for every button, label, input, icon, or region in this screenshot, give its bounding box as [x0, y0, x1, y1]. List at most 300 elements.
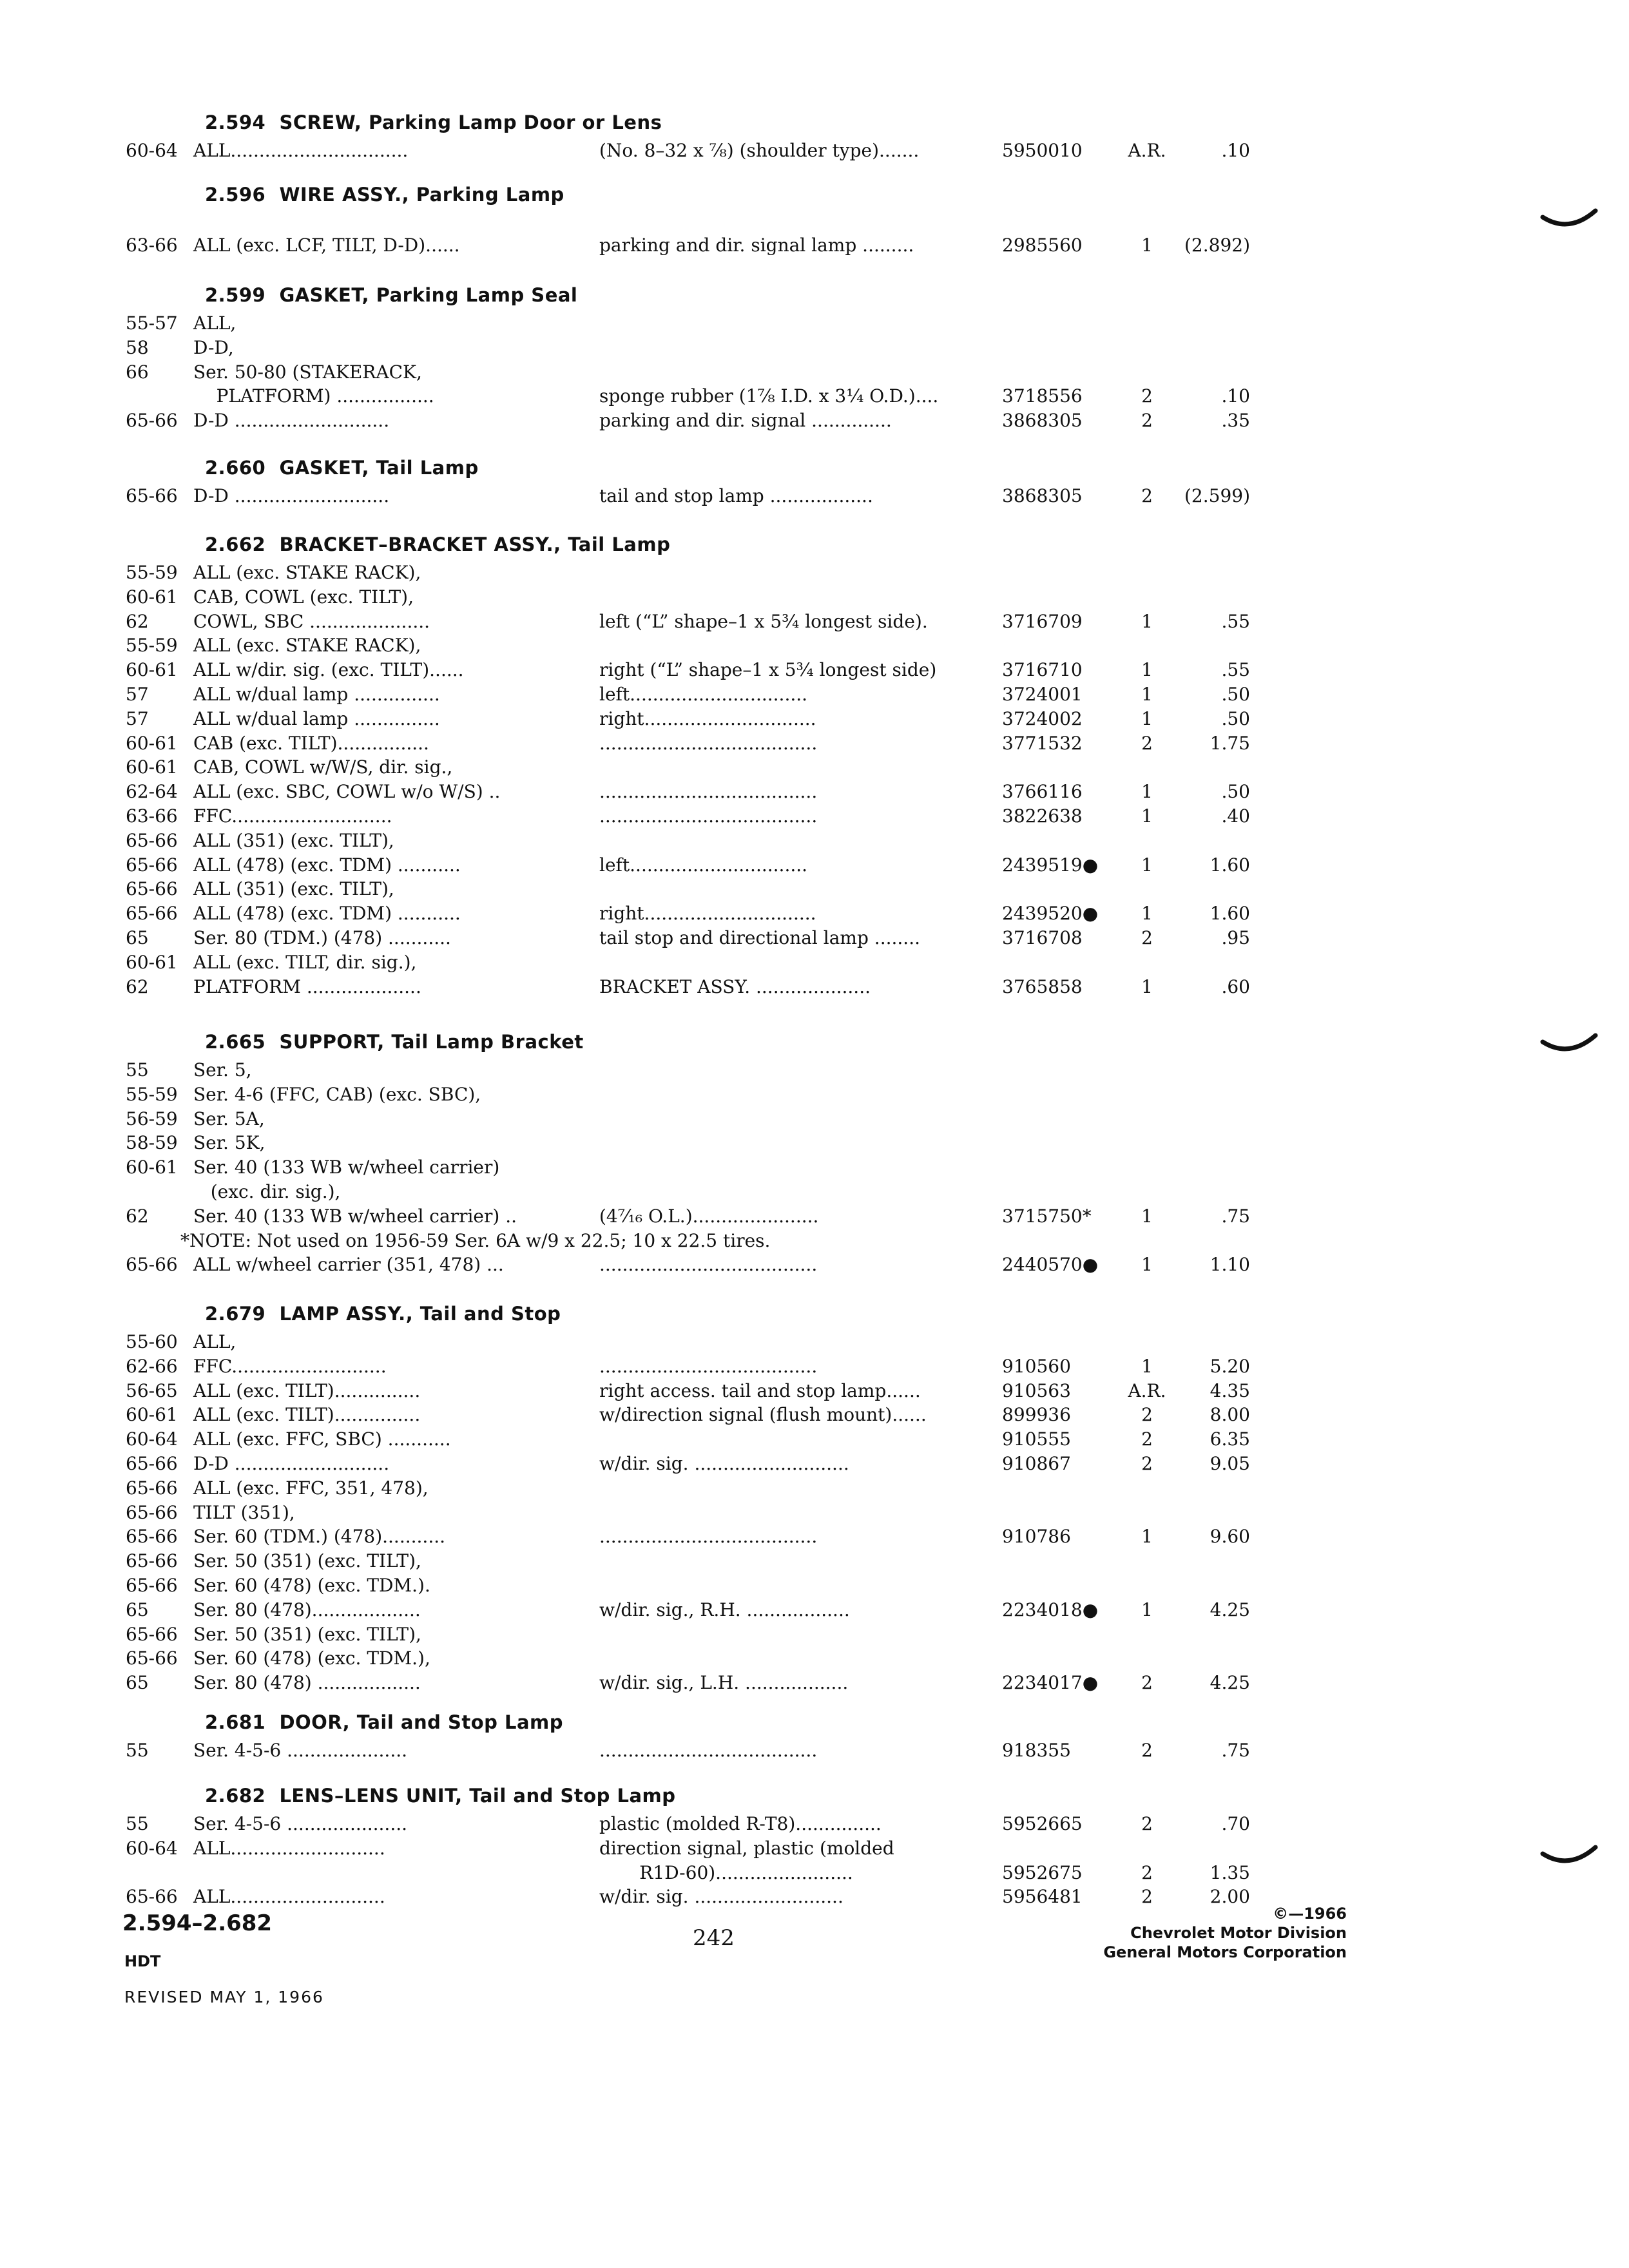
row-models: ALL...............................: [193, 140, 409, 161]
row-models: ALL (exc. STAKE RACK),: [193, 635, 421, 657]
row-price: 5.20: [1210, 1355, 1250, 1377]
row-part-number: 2234017●: [1002, 1672, 1099, 1694]
table-row: [0, 1058, 1629, 1082]
row-years: 55-60: [126, 1331, 178, 1352]
section-title: WIRE ASSY., Parking Lamp: [279, 184, 564, 206]
row-description: right..............................: [599, 707, 816, 729]
row-price: 1.60: [1210, 854, 1250, 876]
row-years: 65-66: [126, 485, 178, 506]
row-years: 55-59: [126, 635, 178, 657]
row-quantity: 2: [1141, 1740, 1153, 1761]
row-description: right (“L” shape–1 x 5¾ longest side): [599, 659, 937, 681]
row-part-number: 3822638: [1002, 805, 1083, 827]
row-quantity: 1: [1141, 1254, 1153, 1276]
row-description: R1D-60)........................: [599, 1861, 853, 1883]
row-part-number: 3771532: [1002, 732, 1083, 754]
row-models: ALL,: [193, 1331, 236, 1352]
table-row: [0, 755, 1629, 780]
row-years: 60-64: [126, 1428, 178, 1450]
row-years: 60-64: [126, 1837, 178, 1859]
table-row: [0, 877, 1629, 901]
row-part-number: 910786: [1002, 1526, 1071, 1548]
table-row: [0, 1885, 1629, 1909]
row-part-number: 5950010: [1002, 140, 1083, 161]
row-description: w/dir. sig. ..........................: [599, 1886, 843, 1908]
row-years: 65-66: [126, 1477, 178, 1499]
row-price: .10: [1221, 385, 1250, 407]
footer-copyright-block: [1070, 1904, 1347, 1962]
row-years: 63-66: [126, 805, 178, 827]
row-part-number: 3766116: [1002, 781, 1083, 803]
row-quantity: 1: [1141, 854, 1153, 876]
row-price: .70: [1221, 1813, 1250, 1834]
row-models: CAB, COWL w/W/S, dir. sig.,: [193, 756, 453, 778]
row-years: 62-64: [126, 781, 178, 803]
row-quantity: 1: [1141, 1205, 1153, 1227]
row-years: 60-61: [126, 732, 178, 754]
row-description: BRACKET ASSY. ....................: [599, 975, 871, 997]
table-row: [0, 484, 1629, 508]
row-description: ......................................: [599, 1740, 818, 1761]
row-part-number: 910867: [1002, 1453, 1071, 1474]
row-description: w/direction signal (flush mount)......: [599, 1404, 927, 1426]
section-title: DOOR, Tail and Stop Lamp: [279, 1711, 564, 1733]
row-part-number: 3716708: [1002, 927, 1083, 948]
row-part-number: 918355: [1002, 1740, 1071, 1761]
binder-mark-icon: [1540, 1028, 1598, 1060]
row-quantity: 1: [1141, 707, 1153, 729]
row-years: 60-61: [126, 586, 178, 608]
row-years: 65-66: [126, 1648, 178, 1669]
section-header: [205, 455, 479, 481]
row-quantity: 2: [1141, 485, 1153, 506]
table-row: [0, 1861, 1629, 1885]
row-price: .75: [1221, 1740, 1250, 1761]
table-row: [0, 1204, 1629, 1229]
table-row: [0, 1131, 1629, 1155]
table-row: [0, 1229, 1629, 1253]
row-models: D-D ...........................: [193, 1453, 390, 1474]
section-number: 2.596: [205, 184, 266, 206]
row-years: 65-66: [126, 1501, 178, 1523]
table-row: [0, 1452, 1629, 1476]
row-quantity: 2: [1141, 1886, 1153, 1908]
row-years: 60-61: [126, 1157, 178, 1178]
row-description: plastic (molded R-T8)...............: [599, 1813, 882, 1834]
row-models: Ser. 80 (478) ..................: [193, 1672, 421, 1694]
row-years: 57: [126, 707, 149, 729]
row-years: 65-66: [126, 410, 178, 432]
row-part-number: 3765858: [1002, 975, 1083, 997]
row-years: 55: [126, 1813, 149, 1834]
row-models: ALL w/dual lamp ...............: [193, 707, 440, 729]
row-price: .95: [1221, 927, 1250, 948]
row-models: ALL (exc. TILT, dir. sig.),: [193, 951, 417, 973]
row-models: FFC...........................: [193, 1355, 387, 1377]
footer-section-range: 2.594–2.682: [122, 1910, 273, 1936]
table-row: [0, 1253, 1629, 1277]
row-description: w/dir. sig., R.H. ..................: [599, 1599, 850, 1620]
table-row: [0, 561, 1629, 585]
row-description: ......................................: [599, 805, 818, 827]
table-row: [0, 707, 1629, 731]
row-part-number: 2440570●: [1002, 1254, 1099, 1276]
section-title: BRACKET–BRACKET ASSY., Tail Lamp: [279, 533, 671, 555]
row-price: .60: [1221, 975, 1250, 997]
row-years: 65-66: [126, 1575, 178, 1596]
footer-revised-date: REVISED MAY 1, 1966: [124, 1988, 324, 2006]
row-price: 4.25: [1210, 1672, 1250, 1694]
row-price: 4.25: [1210, 1599, 1250, 1620]
row-models: ALL w/dual lamp ...............: [193, 684, 440, 705]
table-row: [0, 311, 1629, 336]
table-row: [0, 1671, 1629, 1695]
row-years: 65: [126, 927, 149, 948]
row-part-number: 5952675: [1002, 1861, 1083, 1883]
row-years: 66: [126, 361, 149, 383]
row-part-number: 3724001: [1002, 684, 1083, 705]
row-description: direction signal, plastic (molded: [599, 1837, 894, 1859]
table-row: [0, 829, 1629, 853]
row-quantity: A.R.: [1128, 1379, 1166, 1401]
row-price: 9.60: [1210, 1526, 1250, 1548]
row-years: 55-59: [126, 562, 178, 583]
table-row: [0, 1549, 1629, 1573]
table-row: [0, 1155, 1629, 1180]
row-models: Ser. 60 (478) (exc. TDM.),: [193, 1648, 430, 1669]
row-description: w/dir. sig. ...........................: [599, 1453, 849, 1474]
table-row: [0, 853, 1629, 878]
row-part-number: 3718556: [1002, 385, 1083, 407]
row-years: 65-66: [126, 1254, 178, 1276]
row-description: ......................................: [599, 781, 818, 803]
row-models: ALL w/dir. sig. (exc. TILT)......: [193, 659, 464, 681]
section-number: 2.662: [205, 533, 266, 555]
row-years: 65-66: [126, 878, 178, 900]
table-row: [0, 139, 1629, 163]
row-price: 8.00: [1210, 1404, 1250, 1426]
row-models: D-D ...........................: [193, 485, 390, 506]
footer-copyright: ©—1966: [1273, 1905, 1347, 1923]
row-years: 56-59: [126, 1108, 178, 1129]
row-part-number: 3716710: [1002, 659, 1083, 681]
row-years: 60-61: [126, 659, 178, 681]
row-models: ALL (351) (exc. TILT),: [193, 829, 394, 851]
row-price: 1.10: [1210, 1254, 1250, 1276]
row-models: TILT (351),: [193, 1501, 295, 1523]
row-description: tail stop and directional lamp ........: [599, 927, 920, 948]
row-models: ALL (exc. FFC, 351, 478),: [193, 1477, 429, 1499]
row-price: .40: [1221, 805, 1250, 827]
row-part-number: 2439520●: [1002, 903, 1099, 925]
section-number: 2.594: [205, 111, 266, 133]
row-description: w/dir. sig., L.H. ..................: [599, 1672, 849, 1694]
row-description: ......................................: [599, 732, 818, 754]
row-description: ......................................: [599, 1254, 818, 1276]
row-years: 58-59: [126, 1132, 178, 1154]
section-header: [205, 532, 670, 557]
table-row: [0, 610, 1629, 634]
table-row: [0, 1354, 1629, 1379]
row-years: 60-61: [126, 756, 178, 778]
row-part-number: 2439519●: [1002, 854, 1099, 876]
row-price: 1.75: [1210, 732, 1250, 754]
row-part-number: 3716709: [1002, 610, 1083, 632]
row-price: 4.35: [1210, 1379, 1250, 1401]
row-years: 65: [126, 1599, 149, 1620]
row-models: ALL (exc. TILT)...............: [193, 1379, 421, 1401]
row-quantity: 1: [1141, 1526, 1153, 1548]
row-models: PLATFORM ....................: [193, 975, 421, 997]
row-note: *NOTE: Not used on 1956-59 Ser. 6A w/9 x 22.5; 10 x 22.5 tires.: [180, 1229, 771, 1251]
row-models: ALL (351) (exc. TILT),: [193, 878, 394, 900]
table-row: [0, 901, 1629, 926]
table-row: [0, 1403, 1629, 1427]
table-row: [0, 780, 1629, 804]
row-models: Ser. 80 (478)...................: [193, 1599, 421, 1620]
table-row: [0, 1646, 1629, 1671]
row-years: 62: [126, 975, 149, 997]
row-models: Ser. 50 (351) (exc. TILT),: [193, 1623, 421, 1645]
row-quantity: 1: [1141, 903, 1153, 925]
row-part-number: 899936: [1002, 1404, 1071, 1426]
footer-division: Chevrolet Motor Division: [1130, 1924, 1347, 1942]
row-part-number: 910563: [1002, 1379, 1071, 1401]
table-row: [0, 233, 1629, 258]
row-years: 62: [126, 1205, 149, 1227]
row-models: Ser. 80 (TDM.) (478) ...........: [193, 927, 451, 948]
row-part-number: 3868305: [1002, 485, 1083, 506]
row-models: ALL (exc. LCF, TILT, D-D)......: [193, 235, 460, 256]
row-part-number: 910555: [1002, 1428, 1071, 1450]
row-years: 65-66: [126, 854, 178, 876]
table-row: [0, 408, 1629, 433]
row-quantity: 1: [1141, 1599, 1153, 1620]
row-models: Ser. 60 (TDM.) (478)...........: [193, 1526, 446, 1548]
row-models: Ser. 4-5-6 .....................: [193, 1813, 408, 1834]
row-years: 57: [126, 684, 149, 705]
row-price: .50: [1221, 707, 1250, 729]
row-models: Ser. 40 (133 WB w/wheel carrier): [193, 1157, 500, 1178]
row-models: PLATFORM) .................: [193, 385, 434, 407]
table-row: [0, 804, 1629, 829]
table-row: [0, 1180, 1629, 1204]
table-row: [0, 1622, 1629, 1647]
section-header: [205, 1029, 584, 1055]
row-price: (2.599): [1184, 485, 1250, 506]
row-part-number: 3724002: [1002, 707, 1083, 729]
row-years: 58: [126, 336, 149, 358]
row-description: tail and stop lamp ..................: [599, 485, 873, 506]
row-description: (No. 8–32 x ⅞) (shoulder type).......: [599, 140, 920, 161]
section-header: [205, 182, 564, 207]
row-years: 55-57: [126, 312, 178, 334]
row-years: 65: [126, 1672, 149, 1694]
row-models: Ser. 50 (351) (exc. TILT),: [193, 1550, 421, 1572]
row-models: ALL (exc. TILT)...............: [193, 1404, 421, 1426]
row-models: (exc. dir. sig.),: [193, 1181, 341, 1202]
row-years: 65-66: [126, 1526, 178, 1548]
table-row: [0, 633, 1629, 658]
row-models: Ser. 50-80 (STAKERACK,: [193, 361, 422, 383]
row-quantity: 2: [1141, 1453, 1153, 1474]
section-number: 2.679: [205, 1303, 266, 1325]
table-row: [0, 1573, 1629, 1598]
row-description: parking and dir. signal ..............: [599, 410, 892, 432]
row-description: parking and dir. signal lamp .........: [599, 235, 914, 256]
row-quantity: 2: [1141, 385, 1153, 407]
row-quantity: 2: [1141, 732, 1153, 754]
table-row: [0, 1107, 1629, 1131]
row-quantity: 1: [1141, 1355, 1153, 1377]
row-models: Ser. 5K,: [193, 1132, 265, 1154]
row-description: left...............................: [599, 684, 808, 705]
row-models: FFC............................: [193, 805, 392, 827]
row-models: Ser. 5,: [193, 1059, 252, 1081]
row-years: 55: [126, 1059, 149, 1081]
section-header: [205, 282, 577, 308]
row-models: Ser. 40 (133 WB w/wheel carrier) ..: [193, 1205, 517, 1227]
row-models: D-D,: [193, 336, 234, 358]
table-row: [0, 1836, 1629, 1861]
row-part-number: 5952665: [1002, 1813, 1083, 1834]
section-number: 2.660: [205, 457, 266, 479]
footer-hdt: HDT: [124, 1952, 161, 1970]
row-quantity: 2: [1141, 1404, 1153, 1426]
table-row: [0, 360, 1629, 385]
row-part-number: 3868305: [1002, 410, 1083, 432]
binder-mark-icon: [1540, 1840, 1598, 1872]
row-years: 55: [126, 1740, 149, 1761]
row-models: ALL (exc. FFC, SBC) ...........: [193, 1428, 451, 1450]
row-price: .55: [1221, 659, 1250, 681]
section-number: 2.681: [205, 1711, 266, 1733]
row-quantity: 1: [1141, 781, 1153, 803]
row-price: .35: [1221, 410, 1250, 432]
row-models: CAB, COWL (exc. TILT),: [193, 586, 414, 608]
row-years: 62-66: [126, 1355, 178, 1377]
table-row: [0, 1330, 1629, 1354]
row-quantity: 1: [1141, 684, 1153, 705]
row-years: 65-66: [126, 829, 178, 851]
page-number: 242: [693, 1925, 735, 1951]
row-years: 65-66: [126, 903, 178, 925]
table-row: [0, 384, 1629, 408]
row-models: D-D ...........................: [193, 410, 390, 432]
row-models: ALL...........................: [193, 1886, 385, 1908]
row-models: CAB (exc. TILT)................: [193, 732, 429, 754]
row-price: 1.60: [1210, 903, 1250, 925]
row-models: ALL...........................: [193, 1837, 385, 1859]
row-part-number: 2985560: [1002, 235, 1083, 256]
table-row: [0, 336, 1629, 360]
table-row: [0, 1476, 1629, 1501]
section-title: LENS–LENS UNIT, Tail and Stop Lamp: [279, 1785, 676, 1807]
row-price: .55: [1221, 610, 1250, 632]
row-quantity: 2: [1141, 1861, 1153, 1883]
row-quantity: 2: [1141, 1672, 1153, 1694]
table-row: [0, 1427, 1629, 1452]
row-models: Ser. 5A,: [193, 1108, 265, 1129]
table-row: [0, 975, 1629, 999]
row-price: 2.00: [1210, 1886, 1250, 1908]
table-row: [0, 1379, 1629, 1403]
row-price: (2.892): [1184, 235, 1250, 256]
row-years: 65-66: [126, 1623, 178, 1645]
section-title: GASKET, Tail Lamp: [279, 457, 479, 479]
row-models: ALL (478) (exc. TDM) ...........: [193, 903, 461, 925]
section-header: [205, 1301, 561, 1327]
table-row: [0, 1738, 1629, 1763]
row-years: 60-64: [126, 140, 178, 161]
section-number: 2.665: [205, 1031, 266, 1053]
row-description: right..............................: [599, 903, 816, 925]
row-description: left (“L” shape–1 x 5¾ longest side).: [599, 610, 928, 632]
row-quantity: 1: [1141, 659, 1153, 681]
row-price: 9.05: [1210, 1453, 1250, 1474]
row-quantity: A.R.: [1128, 140, 1166, 161]
row-quantity: 1: [1141, 235, 1153, 256]
row-models: ALL,: [193, 312, 236, 334]
row-models: ALL (exc. STAKE RACK),: [193, 562, 421, 583]
row-years: 55-59: [126, 1083, 178, 1105]
row-part-number: 910560: [1002, 1355, 1071, 1377]
row-part-number: 3715750*: [1002, 1205, 1092, 1227]
section-title: SCREW, Parking Lamp Door or Lens: [279, 111, 662, 133]
section-number: 2.599: [205, 284, 266, 306]
row-description: left...............................: [599, 854, 808, 876]
section-title: SUPPORT, Tail Lamp Bracket: [279, 1031, 584, 1053]
row-quantity: 1: [1141, 805, 1153, 827]
section-header: [205, 1783, 676, 1809]
row-years: 65-66: [126, 1453, 178, 1474]
row-price: .50: [1221, 684, 1250, 705]
row-price: .75: [1221, 1205, 1250, 1227]
table-row: [0, 658, 1629, 682]
table-row: [0, 1524, 1629, 1549]
table-row: [0, 585, 1629, 610]
row-models: Ser. 4-5-6 .....................: [193, 1740, 408, 1761]
table-row: [0, 731, 1629, 756]
table-row: [0, 1082, 1629, 1107]
row-years: 62: [126, 610, 149, 632]
footer-corporation: General Motors Corporation: [1103, 1943, 1347, 1961]
row-models: ALL w/wheel carrier (351, 478) ...: [193, 1254, 504, 1276]
row-quantity: 1: [1141, 610, 1153, 632]
row-part-number: 5956481: [1002, 1886, 1083, 1908]
row-models: ALL (478) (exc. TDM) ...........: [193, 854, 461, 876]
row-years: 56-65: [126, 1379, 178, 1401]
row-price: 6.35: [1210, 1428, 1250, 1450]
section-header: [205, 110, 662, 135]
row-models: COWL, SBC .....................: [193, 610, 430, 632]
table-row: [0, 950, 1629, 975]
row-years: 65-66: [126, 1550, 178, 1572]
section-title: LAMP ASSY., Tail and Stop: [279, 1303, 561, 1325]
row-description: ......................................: [599, 1526, 818, 1548]
row-part-number: 2234018●: [1002, 1599, 1099, 1620]
row-description: sponge rubber (1⅞ I.D. x 3¼ O.D.)....: [599, 385, 939, 407]
table-row: [0, 1598, 1629, 1622]
row-quantity: 2: [1141, 1428, 1153, 1450]
table-row: [0, 1812, 1629, 1836]
table-row: [0, 926, 1629, 950]
row-models: Ser. 60 (478) (exc. TDM.).: [193, 1575, 430, 1596]
row-models: ALL (exc. SBC, COWL w/o W/S) ..: [193, 781, 501, 803]
row-quantity: 1: [1141, 975, 1153, 997]
row-description: ......................................: [599, 1355, 818, 1377]
row-years: 60-61: [126, 1404, 178, 1426]
